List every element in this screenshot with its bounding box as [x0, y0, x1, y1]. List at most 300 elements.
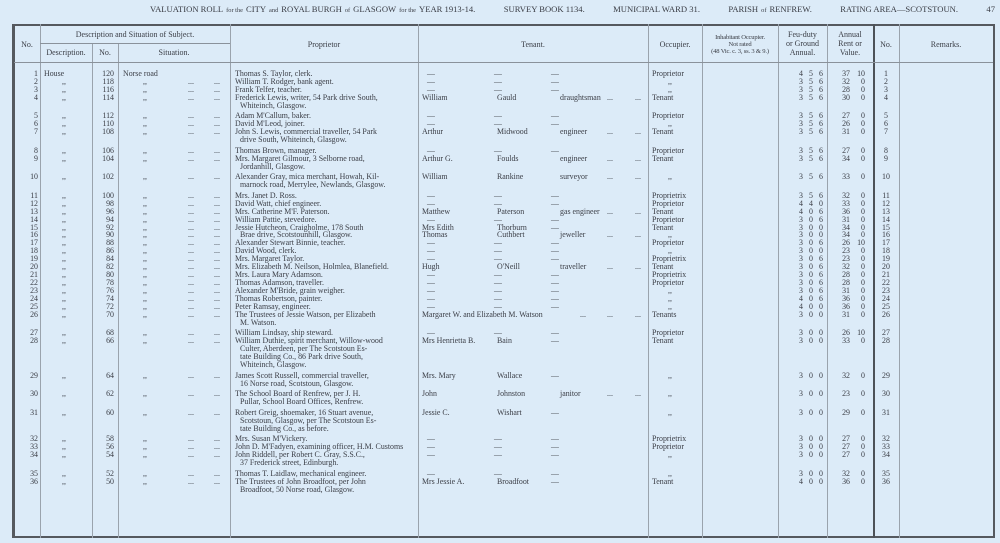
header-line: Annual. — [789, 48, 816, 57]
leader-dots: ... — [214, 286, 220, 296]
title-text: and — [269, 7, 279, 14]
feu-duty-value: 0 — [809, 278, 813, 288]
tenant-first-name: John — [422, 389, 437, 399]
feu-duty-value: 0 — [809, 206, 813, 216]
house-number: 68 — [106, 328, 114, 338]
tenant-surname: — — [494, 119, 502, 129]
feu-duty-value: 5 — [809, 84, 813, 94]
proprietor: 37 Frederick street, Edinburgh. — [240, 458, 339, 468]
house-number: 100 — [102, 190, 114, 200]
tenant-first-name: — — [427, 294, 435, 304]
feu-duty-value: 4 — [799, 476, 803, 486]
proprietor: Mrs. Laura Mary Adamson. — [235, 270, 323, 280]
situation: ,, — [143, 336, 147, 346]
feu-duty-value: 0 — [809, 370, 813, 380]
rating-area: RATING AREA—SCOTSTOUN. — [840, 4, 959, 14]
proprietor: Broadfoot, 50 Norse road, Glasgow. — [240, 484, 355, 494]
feu-duty-value: 3 — [799, 278, 803, 288]
proprietor: Whiteinch, Glasgow. — [240, 360, 307, 370]
proprietor: Frederick Lewis, writer, 54 Park drive South, — [235, 92, 378, 102]
description: ,, — [62, 206, 66, 216]
house-number: 66 — [106, 336, 114, 346]
situation: ,, — [143, 153, 147, 163]
annual-rent-shillings: 0 — [861, 222, 865, 232]
column-rule — [873, 24, 875, 538]
proprietor: Brae drive, Scotstounhill, Glasgow. — [240, 230, 353, 240]
row-number: 4 — [34, 92, 38, 102]
tenant-first-name: — — [427, 302, 435, 311]
tenant-first-name: Mrs. Mary — [422, 370, 456, 380]
title-text: YEAR 1913-14. — [419, 4, 476, 14]
row-number-right: 2 — [884, 76, 888, 86]
tenant-surname: — — [494, 294, 502, 304]
tenant-surname: — — [494, 111, 502, 121]
tenant-surname: — — [494, 190, 502, 200]
row-number: 1 — [34, 69, 38, 78]
leader-dots: ... — [635, 172, 641, 182]
house-number: 82 — [106, 262, 114, 272]
occupier: Proprietrix — [652, 434, 687, 444]
leader-dots: ... — [214, 111, 220, 121]
annual-rent-pounds: 23 — [842, 389, 850, 399]
house-number: 86 — [106, 246, 114, 256]
row-number: 2 — [34, 76, 38, 86]
col-description: Description. — [46, 48, 86, 57]
annual-rent-shillings: 0 — [861, 119, 865, 129]
house-number: 88 — [106, 238, 114, 248]
tenant-first-name: Matthew — [422, 206, 451, 216]
annual-rent-pounds: 28 — [842, 270, 850, 280]
situation: ,, — [143, 434, 147, 444]
annual-rent-shillings: 0 — [861, 84, 865, 94]
description: ,, — [62, 309, 66, 319]
title-text: CITY — [245, 4, 267, 14]
house-number: 98 — [106, 198, 114, 208]
situation: ,, — [143, 442, 147, 452]
occupier: Proprietor — [652, 198, 684, 208]
situation: ,, — [143, 127, 147, 137]
row-number-right: 12 — [882, 198, 890, 208]
proprietor: tate Building Co., as before. — [240, 423, 329, 433]
col-feu-duty — [778, 30, 827, 57]
proprietor: David Watt, chief engineer. — [235, 198, 322, 208]
annual-rent-pounds: 32 — [842, 76, 850, 86]
row-number-right: 8 — [884, 145, 888, 155]
situation: ,, — [143, 190, 147, 200]
tenant-occupation: — — [551, 84, 559, 94]
page-title — [150, 4, 995, 14]
leader-dots: ... — [607, 172, 613, 182]
proprietor: Adam M'Callum, baker. — [235, 111, 311, 121]
leader-dots: ... — [188, 206, 194, 216]
description: ,, — [62, 468, 66, 478]
annual-rent-pounds: 32 — [842, 370, 850, 380]
leader-dots: ... — [188, 450, 194, 460]
annual-rent-pounds: 27 — [842, 450, 850, 460]
feu-duty-value: 6 — [819, 286, 823, 296]
leader-dots: ... — [188, 246, 194, 256]
tenant-first-name: — — [427, 84, 435, 94]
row-number: 9 — [34, 153, 38, 163]
house-number: 84 — [106, 254, 114, 264]
feu-duty-value: 6 — [819, 214, 823, 224]
annual-rent-pounds: 27 — [842, 111, 850, 121]
occupier: Tenant — [652, 336, 674, 346]
leader-dots: ... — [214, 127, 220, 137]
row-number: 30 — [30, 389, 38, 399]
situation: ,, — [143, 286, 147, 296]
col-house-no: No. — [99, 48, 111, 57]
tenant-first-name: Jessie C. — [422, 407, 450, 417]
feu-duty-value: 6 — [819, 294, 823, 304]
feu-duty-value: 0 — [819, 476, 823, 486]
house-number: 116 — [102, 84, 114, 94]
leader-dots: ... — [214, 468, 220, 478]
leader-dots: ... — [607, 92, 613, 102]
annual-rent-shillings: 0 — [861, 254, 865, 264]
tenant-surname: Foulds — [497, 153, 519, 163]
tenant-occupation: — — [551, 214, 559, 224]
feu-duty-value: 0 — [809, 270, 813, 280]
tenant-occupation: — — [551, 238, 559, 248]
description: ,, — [62, 302, 66, 311]
feu-duty-value: 5 — [809, 172, 813, 182]
feu-duty-value: 3 — [799, 286, 803, 296]
feu-duty-value: 4 — [799, 198, 803, 208]
col-description-group: Description and Situation of Subject. — [75, 30, 195, 39]
feu-duty-value: 0 — [809, 434, 813, 444]
annual-rent-pounds: 34 — [842, 230, 850, 240]
leader-dots: ... — [214, 389, 220, 399]
row-number: 10 — [30, 172, 38, 182]
annual-rent-shillings: 0 — [861, 450, 865, 460]
tenant-first-name: — — [427, 434, 435, 444]
leader-dots: ... — [214, 370, 220, 380]
row-number: 32 — [30, 434, 38, 444]
feu-duty-value: 3 — [799, 450, 803, 460]
annual-rent-shillings: 0 — [861, 190, 865, 200]
annual-rent-pounds: 27 — [842, 145, 850, 155]
feu-duty-value: 0 — [809, 230, 813, 240]
feu-duty-value: 0 — [809, 286, 813, 296]
description: ,, — [62, 153, 66, 163]
leader-dots: ... — [188, 370, 194, 380]
feu-duty-value: 3 — [799, 190, 803, 200]
row-number-right: 5 — [884, 111, 888, 121]
leader-dots: ... — [635, 230, 641, 240]
row-number: 22 — [30, 278, 38, 288]
col-annual-rent — [827, 30, 873, 57]
description: ,, — [62, 450, 66, 460]
feu-duty-value: 6 — [819, 190, 823, 200]
leader-dots: ... — [214, 328, 220, 338]
municipal-ward: MUNICIPAL WARD 31. — [613, 4, 700, 14]
tenant-occupation: — — [551, 468, 559, 478]
leader-dots: ... — [188, 222, 194, 232]
annual-rent-shillings: 0 — [861, 246, 865, 256]
feu-duty-value: 6 — [819, 92, 823, 102]
feu-duty-value: 3 — [799, 270, 803, 280]
description: ,, — [62, 370, 66, 380]
proprietor: Culter, Aberdeen, per The Scotstoun Es- — [240, 344, 368, 354]
description: ,, — [62, 190, 66, 200]
leader-dots: ... — [188, 468, 194, 478]
leader-dots: ... — [188, 302, 194, 311]
situation: ,, — [143, 145, 147, 155]
parish-text: of — [761, 7, 767, 14]
tenant-occupation: — — [551, 286, 559, 296]
annual-rent-shillings: 0 — [861, 206, 865, 216]
annual-rent-shillings: 0 — [861, 127, 865, 137]
feu-duty-value: 3 — [799, 254, 803, 264]
tenant-surname: Bain — [497, 336, 512, 346]
header-line: Feu-duty — [788, 30, 817, 39]
situation: ,, — [143, 270, 147, 280]
annual-rent-pounds: 27 — [842, 434, 850, 444]
feu-duty-value: 0 — [809, 309, 813, 319]
proprietor: Alexander Gray, mica merchant, Howah, Kil- — [235, 172, 380, 182]
annual-rent-pounds: 34 — [842, 222, 850, 232]
tenant-first-name: — — [427, 238, 435, 248]
page-number: 47 — [986, 4, 995, 14]
proprietor: James Scott Russell, commercial traveller, — [235, 370, 369, 380]
leader-dots: ... — [607, 389, 613, 399]
tenant-first-name: — — [427, 286, 435, 296]
house-number: 64 — [106, 370, 114, 380]
annual-rent-shillings: 0 — [861, 336, 865, 346]
occupier: ,, — [668, 172, 672, 182]
tenant-surname: — — [494, 442, 502, 452]
annual-rent-shillings: 0 — [861, 278, 865, 288]
feu-duty-value: 6 — [819, 278, 823, 288]
row-number-right: 27 — [882, 328, 890, 338]
tenant-surname: — — [494, 302, 502, 311]
tenant-first-name: — — [427, 111, 435, 121]
feu-duty-value: 3 — [799, 407, 803, 417]
title-text: GLASGOW — [353, 4, 397, 14]
row-number-right: 21 — [882, 270, 890, 280]
row-number: 31 — [30, 407, 38, 417]
row-number: 3 — [34, 84, 38, 94]
annual-rent-shillings: 0 — [861, 407, 865, 417]
row-number: 14 — [30, 214, 38, 224]
column-rule — [778, 24, 779, 538]
feu-duty-value: 6 — [819, 111, 823, 121]
annual-rent-pounds: 23 — [842, 254, 850, 264]
proprietor: Mrs. Margaret Gilmour, 3 Selborne road, — [235, 153, 365, 163]
leader-dots: ... — [635, 309, 641, 319]
occupier: Tenant — [652, 222, 674, 232]
leader-dots: ... — [214, 76, 220, 86]
occupier: Tenant — [652, 206, 674, 216]
description: ,, — [62, 238, 66, 248]
proprietor: William Lindsay, ship steward. — [235, 328, 334, 338]
house-number: 114 — [102, 92, 114, 102]
row-number: 29 — [30, 370, 38, 380]
leader-dots: ... — [188, 172, 194, 182]
col-situation: Situation. — [158, 48, 190, 57]
leader-dots: ... — [214, 222, 220, 232]
row-number: 16 — [30, 230, 38, 240]
leader-dots: ... — [607, 206, 613, 216]
feu-duty-value: 3 — [799, 309, 803, 319]
annual-rent-shillings: 0 — [861, 198, 865, 208]
row-number-right: 22 — [882, 278, 890, 288]
leader-dots: ... — [188, 127, 194, 137]
tenant-first-name: William — [422, 92, 448, 102]
annual-rent-pounds: 31 — [842, 214, 850, 224]
feu-duty-value: 0 — [809, 442, 813, 452]
leader-dots: ... — [635, 153, 641, 163]
row-number-right: 11 — [882, 190, 890, 200]
house-number: 76 — [106, 286, 114, 296]
tenant-first-name: Arthur — [422, 127, 444, 137]
header-line: Not rated — [728, 41, 752, 49]
proprietor: Alexander M'Bride, grain weigher. — [235, 286, 345, 296]
row-number: 18 — [30, 246, 38, 256]
tenant-first-name: — — [427, 468, 435, 478]
feu-duty-value: 3 — [799, 336, 803, 346]
feu-duty-value: 3 — [799, 370, 803, 380]
tenant-surname: Cuthbert — [497, 230, 525, 240]
feu-duty-value: 6 — [819, 172, 823, 182]
tenant-surname: — — [494, 84, 502, 94]
proprietor: John S. Lewis, commercial traveller, 54 Park — [235, 127, 377, 137]
tenant-surname: Gauld — [497, 92, 517, 102]
header-line: Value. — [839, 48, 861, 57]
leader-dots: ... — [214, 407, 220, 417]
feu-duty-value: 0 — [819, 230, 823, 240]
description: ,, — [62, 254, 66, 264]
tenant-occupation: — — [551, 370, 559, 380]
situation: ,, — [143, 328, 147, 338]
occupier: Proprietor — [652, 111, 684, 121]
occupier: Proprietor — [652, 278, 684, 288]
row-number-right: 1 — [884, 69, 888, 78]
situation: Norse road — [123, 69, 158, 78]
feu-duty-value: 6 — [819, 119, 823, 129]
annual-rent-shillings: 10 — [857, 328, 865, 338]
proprietor: Frank Telfer, teacher. — [235, 84, 302, 94]
house-number: 56 — [106, 442, 114, 452]
tenant-first-name: Arthur G. — [422, 153, 453, 163]
leader-dots: ... — [635, 92, 641, 102]
tenant-occupation: — — [551, 145, 559, 155]
house-number: 118 — [102, 76, 114, 86]
feu-duty-value: 5 — [809, 69, 813, 78]
tenant-surname: Midwood — [497, 127, 528, 137]
tenant-first-name: — — [427, 442, 435, 452]
proprietor: Whiteinch, Glasgow. — [240, 100, 307, 110]
row-number-right: 26 — [882, 309, 890, 319]
feu-duty-value: 0 — [819, 434, 823, 444]
annual-rent-pounds: 26 — [842, 238, 850, 248]
column-rule — [648, 24, 649, 538]
situation: ,, — [143, 476, 147, 486]
tenant-surname: Johnston — [497, 389, 526, 399]
leader-dots: ... — [635, 389, 641, 399]
proprietor: Mrs. Margaret Taylor. — [235, 254, 305, 264]
leader-dots: ... — [188, 190, 194, 200]
feu-duty-value: 0 — [819, 198, 823, 208]
annual-rent-shillings: 0 — [861, 389, 865, 399]
tenant-occupation: — — [551, 198, 559, 208]
tenant-first-name: — — [427, 145, 435, 155]
leader-dots: ... — [188, 389, 194, 399]
tenant-occupation: — — [551, 294, 559, 304]
leader-dots: ... — [188, 119, 194, 129]
feu-duty-value: 0 — [809, 294, 813, 304]
house-number: 106 — [102, 145, 114, 155]
row-number-right: 32 — [882, 434, 890, 444]
column-rule — [899, 24, 900, 538]
leader-dots: ... — [214, 434, 220, 444]
description: ,, — [62, 262, 66, 272]
col-occupier: Occupier. — [659, 40, 691, 49]
leader-dots: ... — [214, 262, 220, 272]
situation: ,, — [143, 407, 147, 417]
tenant-first-name: — — [427, 328, 435, 338]
row-number: 17 — [30, 238, 38, 248]
description: ,, — [62, 407, 66, 417]
proprietor: The School Board of Renfrew, per J. H. — [235, 389, 361, 399]
row-number: 11 — [30, 190, 38, 200]
tenant-occupation: janitor — [560, 389, 581, 399]
situation: ,, — [143, 294, 147, 304]
feu-duty-value: 6 — [819, 76, 823, 86]
occupier: Proprietor — [652, 328, 684, 338]
row-number-right: 20 — [882, 262, 890, 272]
feu-duty-value: 0 — [809, 262, 813, 272]
row-number: 5 — [34, 111, 38, 121]
leader-dots: ... — [214, 246, 220, 256]
tenant-surname: — — [494, 286, 502, 296]
tenant-surname: — — [494, 238, 502, 248]
leader-dots: ... — [214, 294, 220, 304]
feu-duty-value: 6 — [819, 84, 823, 94]
feu-duty-value: 0 — [819, 442, 823, 452]
situation: ,, — [143, 246, 147, 256]
row-number-right: 33 — [882, 442, 890, 452]
header-line: Inhabitant Occupier. — [715, 34, 765, 41]
tenant-occupation: — — [551, 434, 559, 444]
tenant-occupation: — — [551, 111, 559, 121]
leader-dots: ... — [607, 230, 613, 240]
annual-rent-shillings: 10 — [857, 238, 865, 248]
occupier: ,, — [668, 286, 672, 296]
annual-rent-shillings: 0 — [861, 214, 865, 224]
occupier: Proprietor — [652, 442, 684, 452]
feu-duty-value: 3 — [799, 145, 803, 155]
house-number: 60 — [106, 407, 114, 417]
row-number-right: 9 — [884, 153, 888, 163]
house-number: 50 — [106, 476, 114, 486]
tenant-occupation: — — [551, 246, 559, 256]
tenant-first-name: Mrs Henrietta B. — [422, 336, 476, 346]
tenant-occupation: — — [551, 450, 559, 460]
row-number: 6 — [34, 119, 38, 129]
feu-duty-value: 0 — [819, 389, 823, 399]
description: ,, — [62, 119, 66, 129]
leader-dots: ... — [188, 214, 194, 224]
house-number: 102 — [102, 172, 114, 182]
feu-duty-value: 5 — [809, 119, 813, 129]
column-rule — [40, 24, 41, 538]
annual-rent-shillings: 0 — [861, 309, 865, 319]
proprietor: Thomas Robertson, painter. — [235, 294, 323, 304]
proprietor: The Trustees of Jessie Watson, per Elizabeth — [235, 309, 376, 319]
proprietor: David M'Leod, joiner. — [235, 119, 305, 129]
